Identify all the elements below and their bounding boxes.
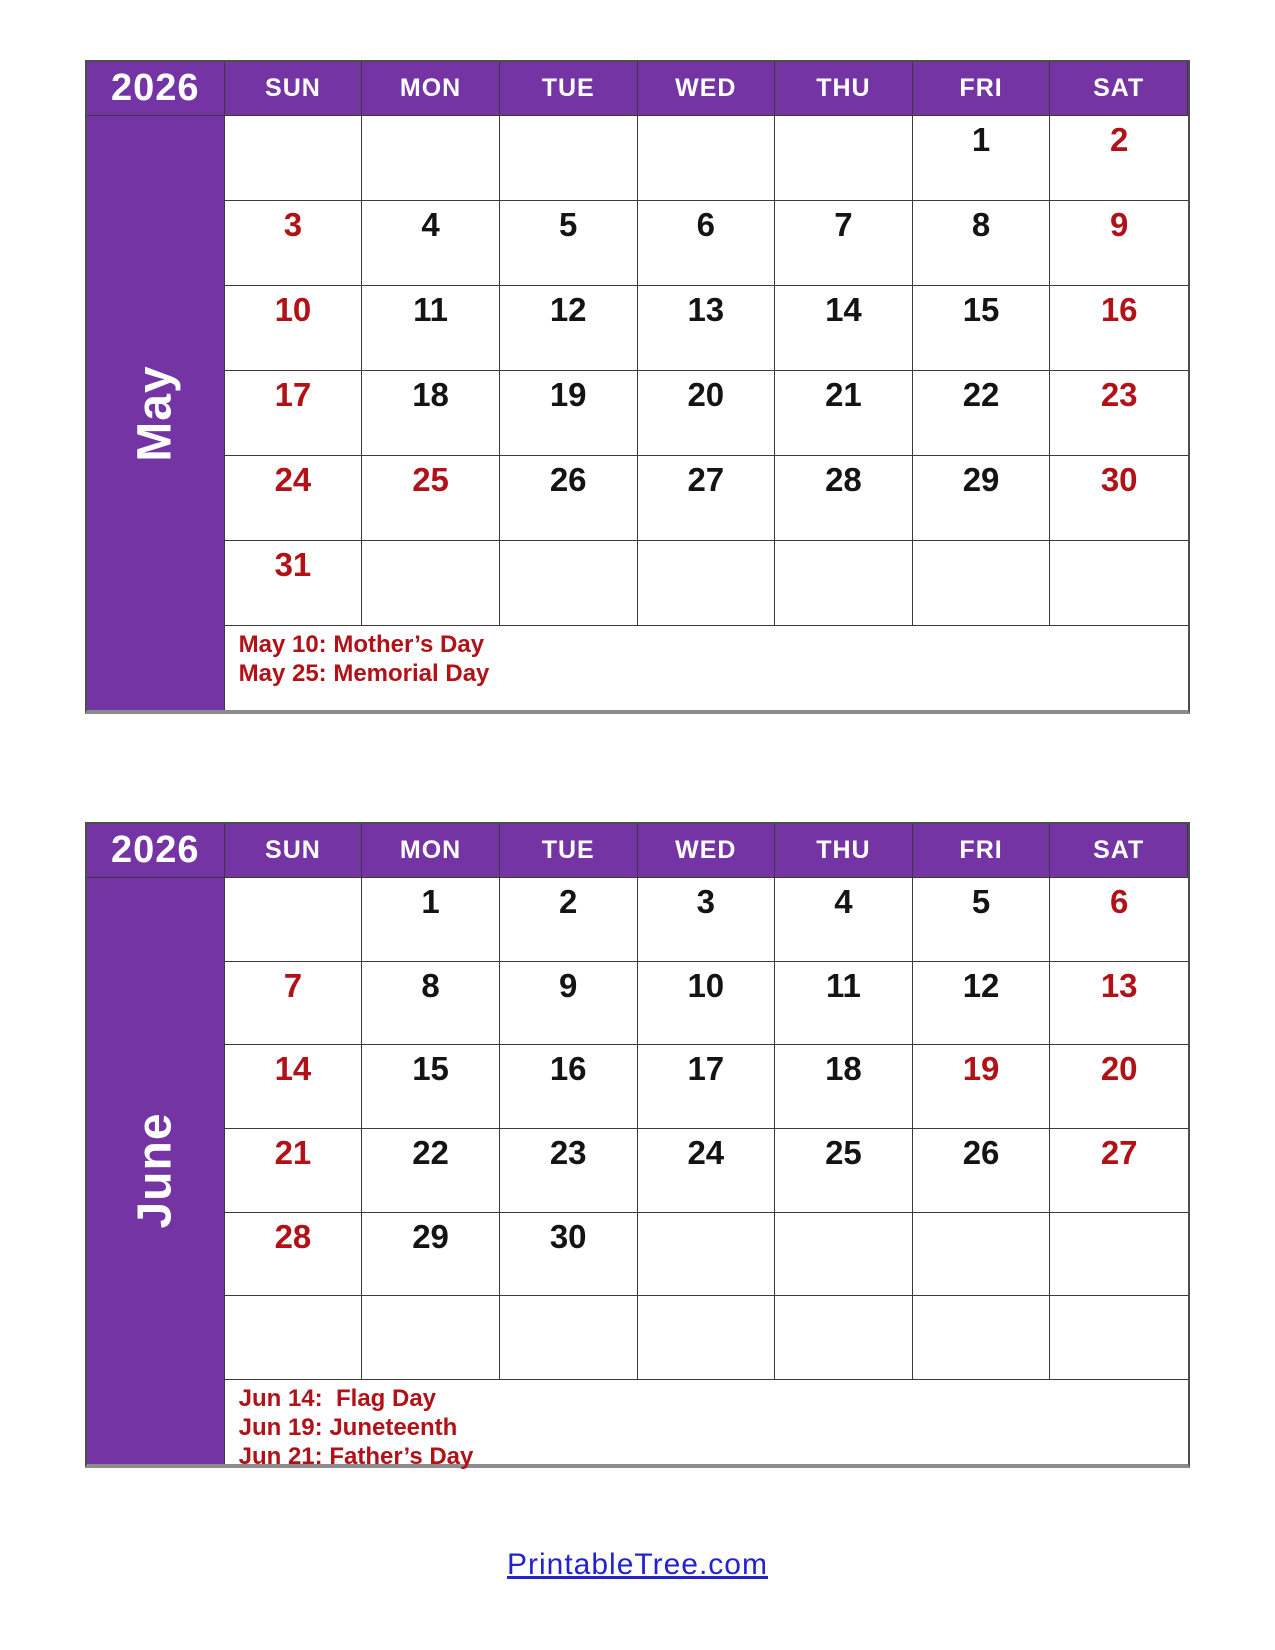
date-cell-empty <box>913 1213 1051 1297</box>
date-number: 20 <box>687 376 725 413</box>
date-number: 22 <box>412 1133 449 1171</box>
date-number: 9 <box>559 966 578 1004</box>
date-number: 12 <box>962 966 1000 1004</box>
date-number: 28 <box>274 1217 312 1255</box>
date-number: 15 <box>962 291 1000 328</box>
date-number: 31 <box>274 546 312 583</box>
date-cell-empty <box>362 116 500 201</box>
day-header-sat: SAT <box>1050 62 1188 116</box>
date-cell-may-8 <box>913 201 1051 286</box>
date-cell-may-30 <box>1050 456 1188 541</box>
date-number: 4 <box>834 883 853 920</box>
holiday-note: Jun 14: Flag Day <box>238 1384 437 1412</box>
date-number: 15 <box>412 1050 449 1088</box>
date-cell-may-25 <box>362 456 500 541</box>
day-header-fri: FRI <box>913 62 1051 116</box>
date-number: 16 <box>1100 291 1138 328</box>
date-number: 14 <box>825 291 862 328</box>
day-header-tue: TUE <box>500 62 638 116</box>
date-cell-may-14 <box>775 286 913 371</box>
date-number: 3 <box>696 883 715 920</box>
date-cell-june-27 <box>1050 1129 1188 1213</box>
date-cell-june-12 <box>913 962 1051 1046</box>
date-cell-june-11 <box>775 962 913 1046</box>
date-cell-may-18 <box>362 371 500 456</box>
date-cell-june-18 <box>775 1045 913 1129</box>
day-header-thu: THU <box>775 824 913 878</box>
date-number: 11 <box>825 966 861 1004</box>
day-header-sun: SUN <box>225 62 363 116</box>
date-number: 14 <box>274 1050 312 1088</box>
date-cell-june-29 <box>362 1213 500 1297</box>
date-cell-empty <box>775 541 913 626</box>
date-number: 12 <box>549 291 587 328</box>
date-cell-june-21 <box>225 1129 363 1213</box>
date-cell-june-23 <box>500 1129 638 1213</box>
date-cell-may-10 <box>225 286 363 371</box>
date-number: 28 <box>825 461 862 498</box>
date-cell-may-19 <box>500 371 638 456</box>
holiday-notes <box>225 626 1188 710</box>
date-number: 29 <box>412 1217 449 1255</box>
date-cell-empty <box>1050 1296 1188 1380</box>
date-cell-empty <box>362 541 500 626</box>
date-cell-june-22 <box>362 1129 500 1213</box>
date-number: 18 <box>412 376 449 413</box>
date-cell-may-5 <box>500 201 638 286</box>
date-cell-june-10 <box>638 962 776 1046</box>
date-number: 25 <box>825 1133 862 1171</box>
date-cell-june-15 <box>362 1045 500 1129</box>
day-header-sun: SUN <box>225 824 363 878</box>
date-number: 29 <box>962 461 1000 498</box>
date-cell-empty <box>1050 541 1188 626</box>
date-cell-may-22 <box>913 371 1051 456</box>
date-cell-empty <box>225 1296 363 1380</box>
footer <box>0 1548 1275 1582</box>
date-cell-may-29 <box>913 456 1051 541</box>
date-number: 3 <box>283 206 303 243</box>
date-cell-empty <box>500 1296 638 1380</box>
date-cell-june-17 <box>638 1045 776 1129</box>
date-cell-may-17 <box>225 371 363 456</box>
date-cell-empty <box>225 116 363 201</box>
date-cell-may-26 <box>500 456 638 541</box>
date-number: 9 <box>1110 206 1129 243</box>
date-cell-may-9 <box>1050 201 1188 286</box>
date-number: 23 <box>1100 376 1138 413</box>
date-number: 19 <box>549 376 587 413</box>
date-number: 24 <box>687 1133 725 1171</box>
date-number: 30 <box>1100 461 1138 498</box>
date-number: 17 <box>274 376 312 413</box>
date-cell-june-30 <box>500 1213 638 1297</box>
date-cell-may-12 <box>500 286 638 371</box>
date-cell-empty <box>500 541 638 626</box>
date-cell-may-31 <box>225 541 363 626</box>
date-cell-empty <box>225 878 363 962</box>
date-cell-june-5 <box>913 878 1051 962</box>
date-cell-may-24 <box>225 456 363 541</box>
date-cell-may-7 <box>775 201 913 286</box>
date-number: 25 <box>412 461 449 498</box>
printabletree-link[interactable]: PrintableTree.com <box>507 1548 768 1581</box>
date-cell-june-9 <box>500 962 638 1046</box>
date-number: 10 <box>687 966 725 1004</box>
date-cell-empty <box>638 1213 776 1297</box>
date-cell-empty <box>775 1213 913 1297</box>
month-sidebar <box>87 116 225 710</box>
date-cell-june-2 <box>500 878 638 962</box>
date-cell-june-1 <box>362 878 500 962</box>
date-number: 27 <box>687 461 725 498</box>
day-header-mon: MON <box>362 62 500 116</box>
year-label: 2026 <box>87 62 225 116</box>
date-number: 7 <box>834 206 853 243</box>
date-cell-june-3 <box>638 878 776 962</box>
date-cell-empty <box>913 541 1051 626</box>
date-cell-june-13 <box>1050 962 1188 1046</box>
date-number: 18 <box>825 1050 862 1088</box>
date-cell-june-8 <box>362 962 500 1046</box>
date-number: 4 <box>421 206 440 243</box>
date-number: 27 <box>1100 1133 1138 1171</box>
date-number: 13 <box>1100 966 1138 1004</box>
date-number: 8 <box>971 206 991 243</box>
date-number: 19 <box>962 1050 1000 1088</box>
date-cell-empty <box>362 1296 500 1380</box>
date-number: 8 <box>421 966 440 1004</box>
date-number: 23 <box>549 1133 587 1171</box>
date-cell-may-16 <box>1050 286 1188 371</box>
holiday-note: Jun 21: Father’s Day <box>238 1442 474 1470</box>
date-cell-empty <box>500 116 638 201</box>
date-cell-june-26 <box>913 1129 1051 1213</box>
date-cell-june-7 <box>225 962 363 1046</box>
date-number: 1 <box>971 121 991 158</box>
date-cell-may-4 <box>362 201 500 286</box>
date-cell-may-28 <box>775 456 913 541</box>
date-cell-empty <box>775 116 913 201</box>
date-cell-may-3 <box>225 201 363 286</box>
date-cell-empty <box>638 1296 776 1380</box>
date-number: 6 <box>1110 883 1129 920</box>
date-cell-june-19 <box>913 1045 1051 1129</box>
date-cell-empty <box>638 541 776 626</box>
date-cell-empty <box>638 116 776 201</box>
date-number: 7 <box>283 966 303 1004</box>
date-cell-june-16 <box>500 1045 638 1129</box>
date-cell-may-2 <box>1050 116 1188 201</box>
month-label: May <box>128 364 182 462</box>
date-number: 13 <box>687 291 725 328</box>
date-number: 10 <box>274 291 312 328</box>
date-cell-may-21 <box>775 371 913 456</box>
holiday-notes <box>225 1380 1188 1470</box>
date-number: 17 <box>687 1050 725 1088</box>
date-cell-june-25 <box>775 1129 913 1213</box>
date-number: 16 <box>549 1050 587 1088</box>
date-number: 5 <box>559 206 578 243</box>
date-cell-may-15 <box>913 286 1051 371</box>
date-cell-may-1 <box>913 116 1051 201</box>
date-cell-may-11 <box>362 286 500 371</box>
day-header-wed: WED <box>638 62 776 116</box>
day-header-tue: TUE <box>500 824 638 878</box>
date-cell-empty <box>1050 1213 1188 1297</box>
month-label: June <box>128 1112 182 1229</box>
date-cell-june-14 <box>225 1045 363 1129</box>
date-number: 30 <box>549 1217 587 1255</box>
day-header-sat: SAT <box>1050 824 1188 878</box>
date-cell-june-4 <box>775 878 913 962</box>
date-cell-may-27 <box>638 456 776 541</box>
holiday-note: Jun 19: Juneteenth <box>238 1413 458 1441</box>
date-cell-may-13 <box>638 286 776 371</box>
date-number: 5 <box>971 883 991 920</box>
date-number: 26 <box>549 461 587 498</box>
date-number: 11 <box>413 291 448 328</box>
calendar-may-2026 <box>85 60 1190 714</box>
date-cell-may-20 <box>638 371 776 456</box>
date-number: 6 <box>696 206 715 243</box>
date-cell-june-24 <box>638 1129 776 1213</box>
day-header-mon: MON <box>362 824 500 878</box>
calendar-june-2026 <box>85 822 1190 1468</box>
date-number: 21 <box>274 1133 312 1171</box>
day-header-thu: THU <box>775 62 913 116</box>
day-header-wed: WED <box>638 824 776 878</box>
year-label: 2026 <box>87 824 225 878</box>
month-sidebar <box>87 878 225 1464</box>
date-number: 24 <box>274 461 312 498</box>
date-number: 21 <box>825 376 862 413</box>
date-cell-empty <box>913 1296 1051 1380</box>
date-cell-june-20 <box>1050 1045 1188 1129</box>
date-number: 1 <box>421 883 440 920</box>
date-cell-may-23 <box>1050 371 1188 456</box>
date-cell-empty <box>775 1296 913 1380</box>
date-cell-may-6 <box>638 201 776 286</box>
day-header-fri: FRI <box>913 824 1051 878</box>
date-number: 26 <box>962 1133 1000 1171</box>
holiday-note: May 25: Memorial Day <box>238 660 490 687</box>
date-number: 22 <box>962 376 1000 413</box>
date-cell-june-6 <box>1050 878 1188 962</box>
date-number: 2 <box>1110 121 1129 158</box>
date-cell-june-28 <box>225 1213 363 1297</box>
date-number: 2 <box>559 883 578 920</box>
holiday-note: May 10: Mother’s Day <box>238 631 485 658</box>
date-number: 20 <box>1100 1050 1138 1088</box>
